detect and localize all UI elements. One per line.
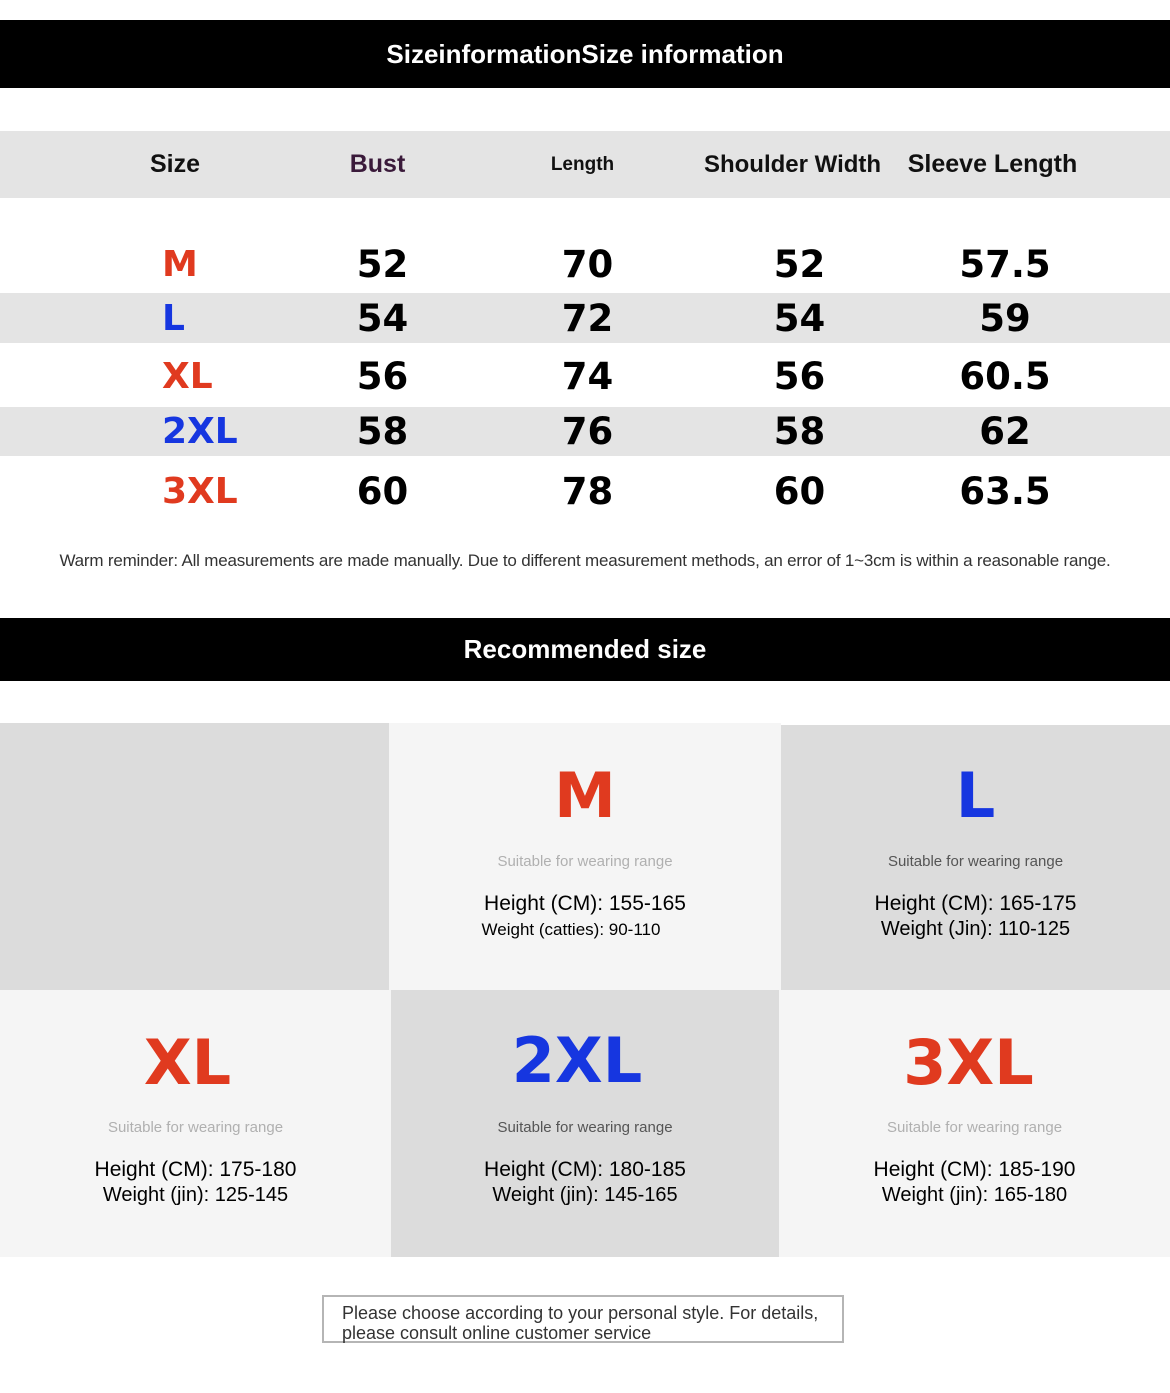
- table-row: [0, 407, 1170, 456]
- tile-size: L: [955, 759, 996, 832]
- row-bust: 54: [356, 296, 409, 340]
- row-shoulder: 58: [773, 410, 826, 453]
- warm-reminder: Warm reminder: All measurements are made manually. Due to different measurement methods, an error of 1~3cm is within a reasonable range.: [59, 551, 1111, 570]
- row-bust: 52: [356, 242, 409, 286]
- row-sleeve: 63.5: [959, 469, 1051, 513]
- size-table-header: [0, 131, 1170, 198]
- header-sleeve: Sleeve Length: [907, 150, 1078, 178]
- header-shoulder: Shoulder Width: [703, 150, 882, 178]
- tile-size: XL: [143, 1026, 232, 1099]
- tile-size: 3XL: [903, 1026, 1034, 1099]
- recommend-tile-l: [781, 725, 1170, 990]
- row-length: 70: [561, 242, 614, 286]
- tile-weight: Weight (catties): 90-110: [481, 920, 661, 939]
- table-row: [0, 460, 1170, 522]
- recommend-tile-m: [389, 723, 781, 990]
- table-row: [0, 293, 1170, 343]
- recommend-tile-xl: [0, 990, 391, 1257]
- tile-size: 2XL: [511, 1024, 643, 1097]
- row-shoulder: 52: [773, 242, 826, 286]
- tile-range: Suitable for wearing range: [497, 1119, 673, 1136]
- tile-size: M: [554, 759, 616, 832]
- recommended-banner: [0, 618, 1170, 681]
- blank-tile: [0, 723, 389, 990]
- row-size: 2XL: [162, 411, 238, 452]
- tile-range: Suitable for wearing range: [886, 1119, 1063, 1136]
- row-length: 72: [561, 296, 614, 340]
- tile-height: Height (CM): 165-175: [874, 892, 1077, 915]
- row-bust: 58: [356, 410, 409, 453]
- table-row: [0, 236, 1170, 292]
- row-length: 74: [561, 354, 614, 398]
- size-info-title: SizeinformationSize information: [386, 38, 784, 69]
- row-bust: 56: [356, 354, 409, 398]
- tile-weight: Weight (Jin): 110-125: [880, 918, 1071, 940]
- row-sleeve: 62: [979, 410, 1031, 453]
- tile-range: Suitable for wearing range: [887, 853, 1064, 870]
- footer-line-1: Please choose according to your personal style. For details,: [342, 1303, 819, 1323]
- header-size: Size: [149, 150, 201, 178]
- row-sleeve: 57.5: [959, 242, 1051, 286]
- tile-range: Suitable for wearing range: [497, 853, 673, 870]
- recommended-title: Recommended size: [463, 634, 707, 664]
- tile-height: Height (CM): 175-180: [94, 1158, 297, 1181]
- table-row: [0, 345, 1170, 407]
- row-sleeve: 60.5: [959, 354, 1051, 398]
- row-length: 78: [561, 469, 614, 513]
- row-length: 76: [561, 410, 614, 453]
- row-size: M: [162, 243, 198, 285]
- tile-weight: Weight (jin): 125-145: [102, 1184, 289, 1206]
- tile-range: Suitable for wearing range: [107, 1119, 284, 1136]
- footer-line-2: please consult online customer service: [342, 1323, 652, 1343]
- header-length: Length: [550, 153, 615, 175]
- row-size: L: [162, 297, 185, 339]
- size-info-banner: [0, 20, 1170, 88]
- footer-note: [322, 1295, 844, 1343]
- row-shoulder: 60: [773, 469, 826, 513]
- header-bust: Bust: [349, 150, 406, 178]
- tile-weight: Weight (jin): 145-165: [492, 1184, 678, 1206]
- tile-height: Height (CM): 155-165: [484, 892, 686, 915]
- tile-height: Height (CM): 185-190: [873, 1158, 1076, 1181]
- recommend-tile-3xl: [779, 990, 1170, 1257]
- row-shoulder: 54: [773, 296, 826, 340]
- row-size: 3XL: [162, 470, 238, 512]
- row-shoulder: 56: [773, 354, 826, 398]
- tile-height: Height (CM): 180-185: [484, 1158, 686, 1181]
- tile-weight: Weight (jin): 165-180: [881, 1184, 1068, 1206]
- row-bust: 60: [356, 469, 409, 513]
- recommend-tile-2xl: [391, 990, 779, 1257]
- row-size: XL: [162, 355, 213, 397]
- row-sleeve: 59: [979, 296, 1031, 340]
